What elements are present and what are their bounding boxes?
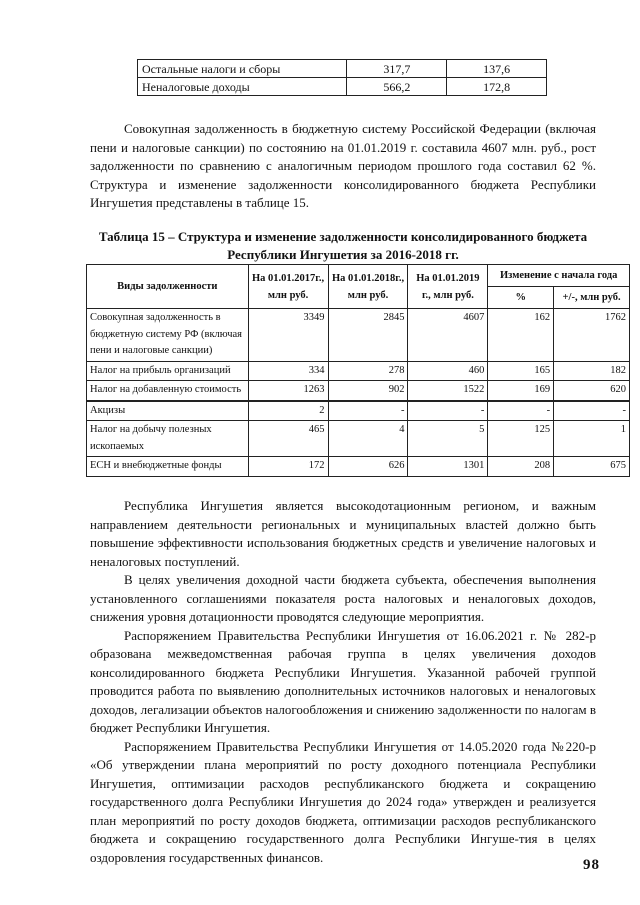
paragraph-debt-summary: Совокупная задолженность в бюджетную систему Российской Федерации (включая пени и налоговые санкции) по состоянию на 01.01.2019 г. составила 4607 млн. руб., рост задолженности по сравнению с аналогичным периодом прошлого года составил 62 %. Структура и изменение задолженности консолидированного бюджета Республики Ингушетия представлены в таблице 15. [90, 121, 596, 210]
row-value: 1 [554, 421, 630, 457]
page-number: 98 [583, 857, 600, 873]
row-value: 1762 [554, 309, 630, 362]
header-2018: На 01.01.2018г., млн руб. [328, 265, 408, 309]
row-value: 2845 [328, 309, 408, 362]
row-label: Неналоговые доходы [138, 78, 347, 96]
row-value: 1263 [248, 381, 328, 401]
row-label: Акцизы [87, 401, 249, 421]
header-row [87, 265, 630, 287]
paragraph-action-plan: Распоряжением Правительства Республики Ингушетия от 14.05.2020 года №220-р «Об утверждении плана мероприятий по росту доходного потенциала Республики Ингушетия, оптимизации расходов республиканского бюджета и сокращению государственного долга Республики Ингушетия до 2024 года» утвержден и реализуется план мероприятий по росту доходов бюджета, оптимизации расходов республиканского бюджета и сокращению государственного долга Республики Ингуше-тия в целях оздоровления государственных финансов. [90, 738, 596, 865]
row-label: Совокупная задолженность в бюджетную систему РФ (включая пени и налоговые санкции) [87, 309, 249, 362]
table-caption: Таблица 15 – Структура и изменение задолженности консолидированного бюджета Республики Ингушетия за 2016-2018 гг. [98, 229, 588, 262]
paragraph-measures: В целях увеличения доходной части бюджета субъекта, обеспечения выполнения установленного соглашениями показателя роста налоговых и неналоговых доходов, снижения уровня дотационности проводятся следующие мероприятия. [90, 572, 596, 624]
row-value: 2 [248, 401, 328, 421]
row-label: Налог на прибыль организаций [87, 361, 249, 381]
row-label: Налог на добавленную стоимость [87, 381, 249, 401]
row-value: - [408, 401, 488, 421]
row-value: 1301 [408, 457, 488, 477]
header-debt-type: Виды задолженности [87, 265, 249, 309]
table-row [138, 78, 547, 96]
revenue-table-fragment [137, 59, 547, 96]
row-value: 902 [328, 381, 408, 401]
table-row [87, 401, 630, 421]
table-row [87, 421, 630, 457]
row-label: Налог на добычу полезных ископаемых [87, 421, 249, 457]
row-value: 465 [248, 421, 328, 457]
paragraph-working-group: Распоряжением Правительства Республики Ингушетия от 16.06.2021 г. № 282-р образована межведомственная рабочая группа в целях увеличения доходов консолидированного бюджета Республики Ингушетия. Указанной рабочей группой проводится работа по выявлению дополнительных источников налоговых и неналоговых доходов, легализации объектов налогообложения и снижению задолженности по налогам в бюджет Республики Ингушетия. [90, 627, 596, 735]
row-value: - [554, 401, 630, 421]
row-value: 137,6 [447, 60, 547, 78]
row-value: 208 [488, 457, 554, 477]
row-value: 460 [408, 361, 488, 381]
row-label: Остальные налоги и сборы [138, 60, 347, 78]
row-value: 566,2 [347, 78, 447, 96]
debt-structure-table [86, 264, 630, 477]
row-value: 162 [488, 309, 554, 362]
row-value: 172 [248, 457, 328, 477]
table-row [87, 361, 630, 381]
row-value: 3349 [248, 309, 328, 362]
header-2019: На 01.01.2019 г., млн руб. [408, 265, 488, 309]
row-value: 169 [488, 381, 554, 401]
header-change: Изменение с начала года [488, 265, 630, 287]
row-value: 620 [554, 381, 630, 401]
paragraph-block [90, 497, 596, 867]
row-value: 172,8 [447, 78, 547, 96]
header-2017: На 01.01.2017г., млн руб. [248, 265, 328, 309]
row-value: 626 [328, 457, 408, 477]
row-value: 125 [488, 421, 554, 457]
table-row [138, 60, 547, 78]
row-value: 1522 [408, 381, 488, 401]
table-row [87, 381, 630, 401]
header-percent: % [488, 287, 554, 309]
row-value: 182 [554, 361, 630, 381]
row-value: 4 [328, 421, 408, 457]
header-abs-change: +/-, млн руб. [554, 287, 630, 309]
paragraph-subsidy: Республика Ингушетия является высокодотационным регионом, и важным направлением деятельности региональных и муниципальных властей должно быть повышение эффективности использования бюджетных средств и увеличение налоговых и неналоговых поступлений. [90, 498, 596, 569]
row-value: 317,7 [347, 60, 447, 78]
row-value: 4607 [408, 309, 488, 362]
row-value: 165 [488, 361, 554, 381]
table-row [87, 457, 630, 477]
row-value: 675 [554, 457, 630, 477]
row-value: 334 [248, 361, 328, 381]
table-row [87, 309, 630, 362]
row-value: - [328, 401, 408, 421]
row-label: ЕСН и внебюджетные фонды [87, 457, 249, 477]
row-value: 5 [408, 421, 488, 457]
row-value: - [488, 401, 554, 421]
row-value: 278 [328, 361, 408, 381]
